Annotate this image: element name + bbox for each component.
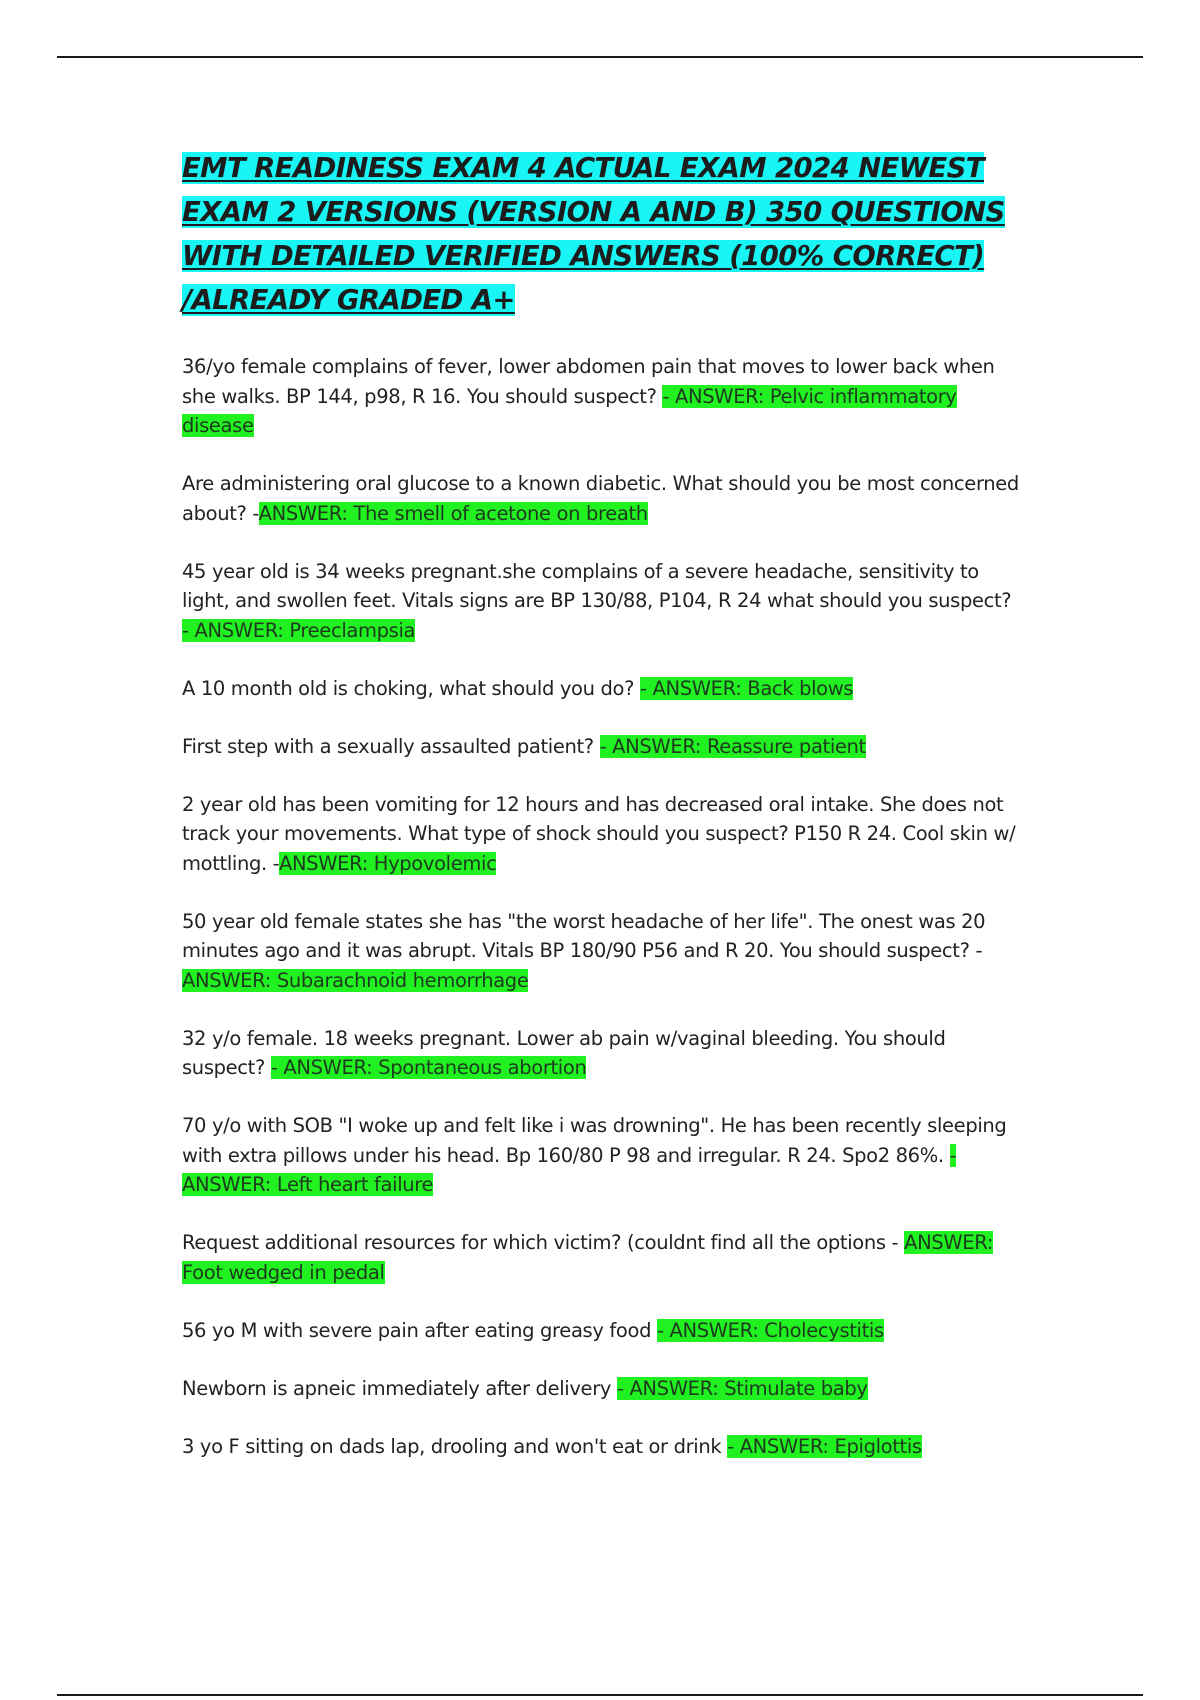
question-text: 32 y/o female. 18 weeks pregnant. Lower ab pain w/vaginal bleeding. You should suspect? — [182, 1026, 946, 1079]
answer-text: ANSWER: Subarachnoid hemorrhage — [182, 968, 529, 992]
answer-text: ANSWER: Foot wedged in pedal — [182, 1231, 994, 1284]
answer-text: - ANSWER: Back blows — [639, 676, 854, 700]
document-title — [182, 146, 1022, 322]
qa-item — [182, 1432, 1022, 1462]
answer-text: - ANSWER: Preeclampsia — [182, 618, 416, 642]
question-text: First step with a sexually assaulted patient? — [182, 734, 600, 758]
answer-text: - ANSWER: Epiglottis — [727, 1434, 922, 1458]
top-rule — [57, 56, 1143, 58]
answer-text: - ANSWER: Reassure patient — [599, 734, 866, 758]
qa-item — [182, 790, 1022, 879]
qa-item — [182, 1316, 1022, 1346]
question-text: 2 year old has been vomiting for 12 hours and has decreased oral intake. She does not track your movements. What type of shock should you suspect? P150 R 24. Cool skin w/ mottling. - — [182, 792, 1016, 875]
qa-list — [182, 352, 1022, 1461]
answer-text: ANSWER: Hypovolemic — [278, 851, 497, 875]
qa-item — [182, 1024, 1022, 1083]
answer-text: ANSWER: The smell of acetone on breath — [258, 501, 648, 525]
question-text: A 10 month old is choking, what should you do? — [182, 676, 640, 700]
qa-item — [182, 1111, 1022, 1200]
bottom-rule — [57, 1694, 1143, 1696]
qa-item — [182, 469, 1022, 528]
question-text: 36/yo female complains of fever, lower abdomen pain that moves to lower back when she walks. BP 144, p98, R 16. You should suspect? — [182, 355, 995, 408]
answer-text: - ANSWER: Stimulate baby — [616, 1376, 868, 1400]
answer-text: - ANSWER: Pelvic inflammatory disease — [182, 384, 957, 437]
qa-item — [182, 1374, 1022, 1404]
qa-item — [182, 557, 1022, 646]
question-text: Are administering oral glucose to a known diabetic. What should you be most concerned about? - — [182, 472, 1019, 525]
question-text: Newborn is apneic immediately after delivery — [182, 1376, 617, 1400]
question-text: 70 y/o with SOB "I woke up and felt like i was drowning". He has been recently sleeping with extra pillows under his head. Bp 160/80 P 98 and irregular. R 24. Spo2 86%. — [182, 1114, 1007, 1167]
answer-text: - ANSWER: Left heart failure — [182, 1143, 957, 1196]
answer-text: - ANSWER: Cholecystitis — [656, 1318, 884, 1342]
document-body — [182, 146, 1022, 1490]
qa-item — [182, 1228, 1022, 1287]
answer-text: - ANSWER: Spontaneous abortion — [270, 1056, 587, 1079]
question-text: 56 yo M with severe pain after eating greasy food — [182, 1318, 657, 1342]
title-text: EMT READINESS EXAM 4 ACTUAL EXAM 2024 NEWEST EXAM 2 VERSIONS (VERSION A AND B) 350 QUESTIONS WITH DETAILED VERIFIED ANSWERS (100% CORRECT) /ALREADY GRADED A+ — [182, 152, 1005, 316]
question-text: 3 yo F sitting on dads lap, drooling and won't eat or drink — [182, 1434, 728, 1458]
qa-item — [182, 352, 1022, 441]
qa-item — [182, 732, 1022, 762]
question-text: 45 year old is 34 weeks pregnant.she complains of a severe headache, sensitivity to light, and swollen feet. Vitals signs are BP 130/88, P104, R 24 what should you suspect? — [182, 559, 1012, 612]
question-text: Request additional resources for which victim? (couldnt find all the options - — [182, 1231, 905, 1254]
question-text: 50 year old female states she has "the worst headache of her life". The onest was 20 minutes ago and it was abrupt. Vitals BP 180/90 P56 and R 20. You should suspect? - — [182, 909, 986, 962]
qa-item — [182, 674, 1022, 704]
qa-item — [182, 907, 1022, 996]
